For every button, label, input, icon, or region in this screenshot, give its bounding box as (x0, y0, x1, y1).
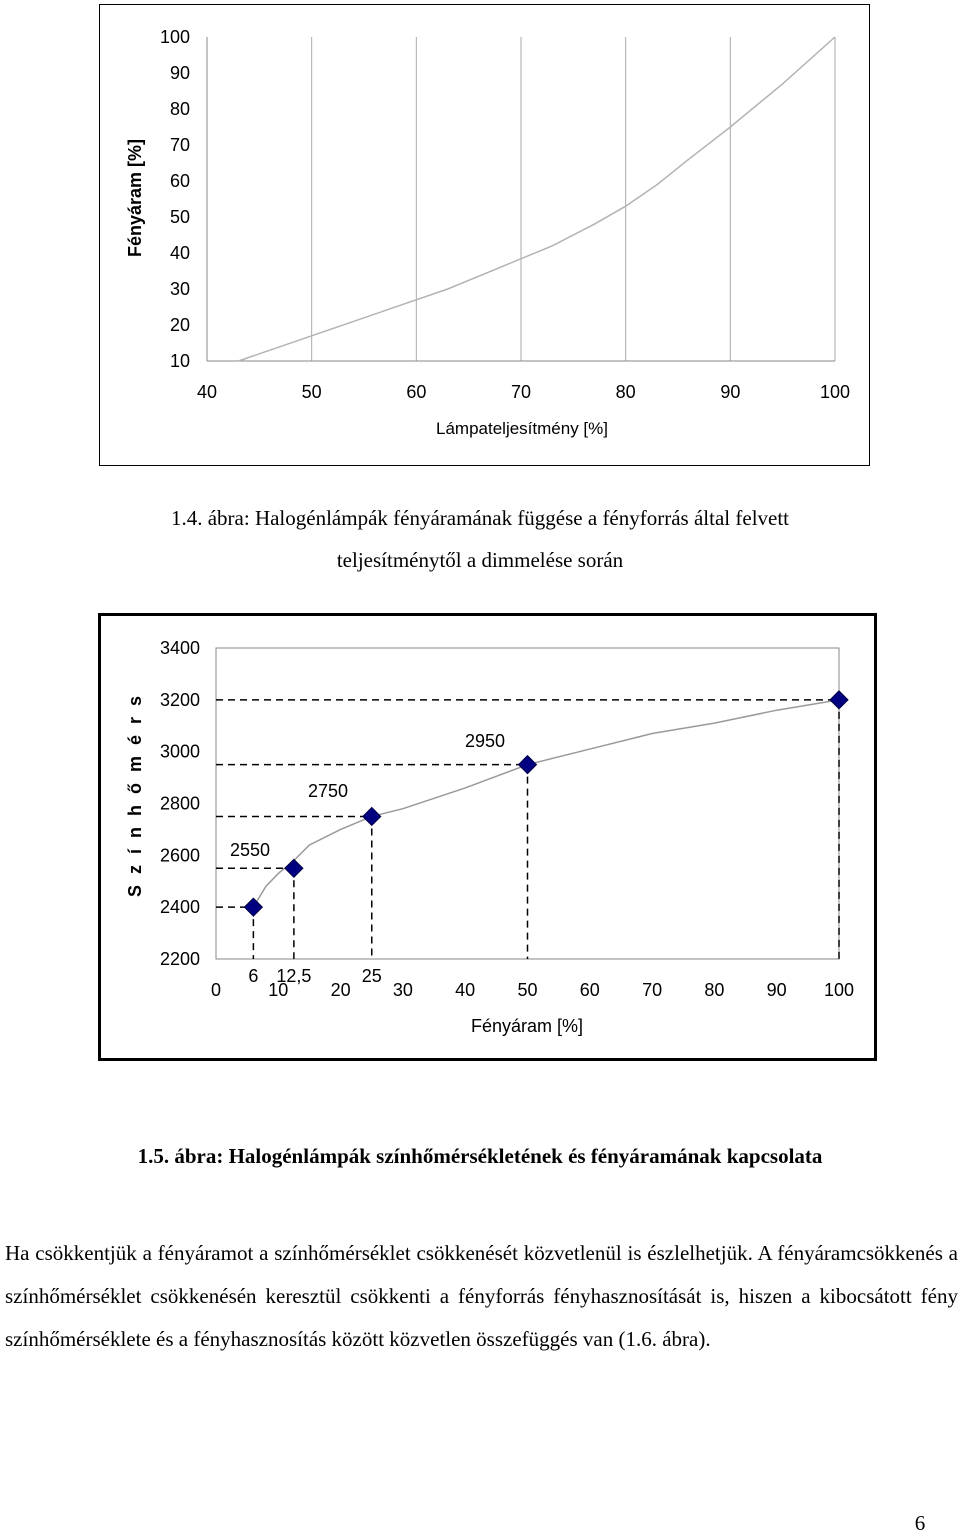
figure-2-y-point-label: 2950 (464, 731, 506, 751)
figure-2-x-point-label: 6 (248, 966, 259, 986)
figure-1-y-tick-label: 50 (169, 207, 190, 227)
figure-1-x-tick-label: 40 (196, 382, 218, 402)
figure-2-diamond-marker (363, 807, 381, 825)
figure-2-y-tick-label: 3200 (159, 689, 200, 710)
figure-2-x-axis-label: Fényáram [%] (470, 1016, 584, 1036)
figure-2-y-point-label: 2550 (229, 840, 271, 860)
figure-2-y-axis-label: S z í n h ő m é r s (125, 692, 145, 898)
figure-2-x-tick-label: 0 (210, 980, 222, 1000)
figure-2-y-tick-label: 2200 (159, 949, 200, 969)
figure-1-x-tick-label: 50 (301, 382, 322, 402)
figure-2-y-tick-label: 2600 (159, 845, 200, 866)
figure-2-y-tick-label: 2400 (159, 897, 200, 918)
figure-2-curve (253, 700, 839, 907)
figure-1-y-tick-label: 100 (159, 27, 190, 47)
figure-1-y-tick-label: 90 (169, 63, 190, 83)
figure-2-x-point-label: 25 (361, 966, 382, 986)
figure-2-x-tick-label: 100 (823, 980, 855, 1000)
figure-2-x-tick-label: 50 (517, 980, 538, 1000)
figure-2-caption: 1.5. ábra: Halogénlámpák színhőmérsékletének és fényáramának kapcsolata (137, 1144, 823, 1168)
figure-1-y-axis-label: Fényáram [%] (125, 138, 145, 258)
figure-1-x-tick-label: 60 (406, 382, 427, 402)
figure-1-caption-line-1: 1.4. ábra: Halogénlámpák fényáramának függése a fényforrás által felvett (170, 506, 790, 530)
figure-1-y-tick-label: 40 (169, 243, 190, 263)
figure-2-x-tick-label: 90 (766, 980, 787, 1000)
figure-1-y-tick-label: 80 (169, 99, 190, 119)
figure-2-y-tick-label: 2800 (159, 793, 200, 814)
figure-2-diamond-marker (285, 859, 303, 877)
figure-1-y-tick-label: 20 (169, 315, 190, 335)
figure-2-x-tick-label: 20 (330, 980, 351, 1000)
figure-2-y-point-label: 2750 (307, 781, 349, 801)
figure-1-x-axis-label: Lámpateljesítmény [%] (436, 419, 608, 438)
figure-1-y-tick-label: 60 (169, 171, 190, 191)
page-number: 6 (914, 1511, 926, 1535)
figure-2-x-tick-label: 30 (392, 980, 413, 1000)
figure-2-x-tick-label: 80 (704, 980, 725, 1000)
figure-2-y-tick-label: 3000 (159, 741, 200, 762)
figure-1-y-tick-label: 30 (169, 279, 190, 299)
figure-2-x-point-label: 12,5 (276, 966, 312, 986)
figure-2-x-tick-label: 60 (579, 980, 600, 1000)
body-paragraph: Ha csökkentjük a fényáramot a színhőmérséklet csökkenését közvetlenül is észlelhetjük. A fényáramcsökkenés a színhőmérséklet csökkenésén keresztül csökkenti a fényforrás fényhasznosítását is, hiszen a kibocsátott fény színhőmérséklete és a fényhasznosítás között közvetlen összefüggés van (1.6. ábra). (5, 1241, 958, 1351)
figure-2-x-tick-label: 10 (268, 980, 289, 1000)
figure-2-x-tick-label: 70 (642, 980, 663, 1000)
figure-2-y-tick-label: 3400 (159, 638, 200, 658)
figure-1-x-tick-label: 100 (819, 382, 851, 402)
figure-2-x-tick-label: 40 (455, 980, 476, 1000)
figure-1-x-tick-label: 70 (510, 382, 532, 402)
figure-1-y-tick-label: 70 (169, 135, 190, 155)
figure-1-x-tick-label: 80 (615, 382, 636, 402)
figure-2-diamond-marker (830, 691, 848, 709)
figure-1-caption-line-2: teljesítménytől a dimmelése során (336, 548, 624, 572)
figure-2-diamond-marker (519, 756, 537, 774)
figure-1-x-tick-label: 90 (720, 382, 741, 402)
figure-2-diamond-marker (244, 898, 262, 916)
figure-1-y-tick-label: 10 (169, 351, 190, 371)
